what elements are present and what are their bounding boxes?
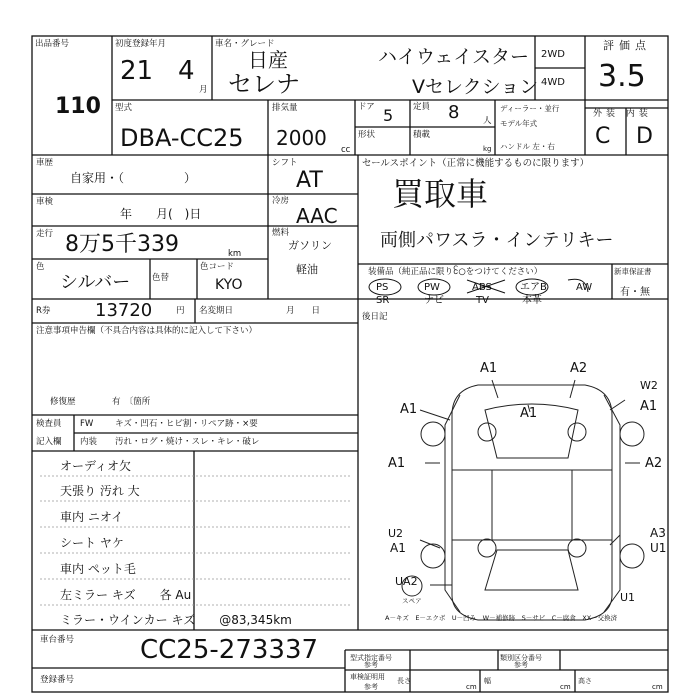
- shape-label: 形状: [358, 130, 376, 140]
- sales-point-label: セールスポイント（正常に機能するものに限ります）: [362, 158, 590, 169]
- warranty-value: 有・無: [620, 287, 650, 298]
- lot-number: 110: [55, 94, 101, 119]
- equip-airbag: エアB: [520, 282, 547, 293]
- history-value: 自家用・（ ）: [70, 171, 197, 185]
- capacity-value: 8: [448, 102, 460, 123]
- damage-mark-6: A1: [520, 406, 538, 421]
- capacity-label: 定員: [413, 102, 431, 112]
- fuel-diesel: 軽油: [296, 263, 318, 276]
- warranty-label: 新車保証書: [614, 267, 652, 276]
- equip-navi: ナビ: [424, 295, 444, 306]
- damage-mark-12: A1: [390, 541, 406, 555]
- displacement-label: 排気量: [272, 103, 298, 113]
- drive-4wd: 4WD: [541, 77, 565, 88]
- chassis-value: CC25-273337: [140, 635, 319, 665]
- damage-legend: A－キズ E－エクボ U－凹み W－補修跡 S－サビ C－腐食 XX－交換済: [385, 614, 618, 622]
- drive-2wd: 2WD: [541, 49, 565, 60]
- width-label: 幅: [484, 677, 491, 685]
- equip-sr: SR: [376, 295, 390, 306]
- ext-int-label: 外装 内装: [593, 109, 652, 119]
- type-value: DBA-CC25: [120, 124, 244, 152]
- type-label: 型式: [115, 103, 133, 113]
- repair-label: 修復歴: [50, 397, 76, 407]
- name-change-label: 名変期日: [199, 306, 234, 316]
- first-registration-year: 21: [120, 56, 154, 86]
- kg-unit: kg: [483, 145, 492, 153]
- registration-label: 登録番号: [40, 675, 75, 685]
- damage-mark-14: U1: [620, 591, 636, 604]
- cc-unit: cc: [341, 145, 351, 155]
- shift-value: AT: [296, 168, 323, 193]
- color-label: 色: [36, 262, 45, 272]
- load-label: 積載: [413, 130, 431, 140]
- length-label: 長さ: [397, 677, 411, 685]
- damage-mark-2: A2: [570, 361, 588, 376]
- yen-unit: 円: [176, 306, 185, 316]
- damage-mark-4: A1: [400, 402, 418, 417]
- doors-label: ドア: [358, 102, 375, 112]
- handle-label: ハンドル 左・右: [500, 142, 555, 151]
- inspector-items: キズ・凹石・ヒビ割・リペア跡・×要: [115, 419, 258, 429]
- color-value: シルバー: [60, 272, 131, 293]
- equip-leather: 本革: [522, 295, 542, 306]
- grade-line1: ハイウェイスター: [378, 46, 530, 68]
- note-line-2: 天張り 汚れ 大: [60, 484, 140, 498]
- grade-line2: Vセレクション: [412, 76, 539, 98]
- note-line-4: シート ヤケ: [60, 536, 124, 550]
- displacement-value: 2000: [276, 126, 327, 150]
- rating-label: 評価点: [603, 39, 651, 52]
- note-line-5: 車内 ペット毛: [60, 562, 136, 576]
- doors-value: 5: [383, 106, 394, 125]
- exterior-grade: C: [595, 124, 611, 149]
- lot-number-label: 出品番号: [35, 39, 70, 49]
- notes-label: 注意事項申告欄（不具合内容は具体的に記入して下さい）: [36, 326, 258, 336]
- equip-abs: ABS: [472, 282, 492, 293]
- repair-value: 有 〔箇所: [112, 397, 151, 407]
- equip-ps: PS: [376, 282, 389, 293]
- fuel-gas: ガソリン: [288, 239, 332, 252]
- fuel-label: 燃料: [272, 228, 290, 238]
- writer-interior: 内装: [80, 437, 98, 447]
- writer-label: 記入欄: [36, 437, 62, 447]
- rating-value: 3.5: [598, 59, 646, 94]
- first-registration-label: 初度登録年月: [115, 39, 167, 49]
- type-designation-ref: 参考: [364, 661, 378, 669]
- aircon-label: 冷房: [272, 196, 290, 206]
- spare-label: スペア: [402, 597, 422, 605]
- damage-mark-5: A1: [640, 399, 658, 414]
- type-designation-label: 型式指定番号: [350, 654, 392, 662]
- inspection-label: 車検: [36, 197, 54, 207]
- km-unit: km: [228, 249, 242, 259]
- damage-mark-7: A1: [388, 456, 406, 471]
- note-line-3: 車内 ニオイ: [60, 510, 124, 524]
- equipment-label: 装備品（純正品に限りᩰ○をつけてください）: [368, 267, 543, 277]
- height-unit: cm: [652, 683, 663, 691]
- dealer-label: ディーラー・並行: [500, 104, 560, 113]
- damage-mark-3: W2: [640, 379, 658, 392]
- recycle-value: 13720: [95, 300, 153, 321]
- person-unit: 人: [483, 116, 492, 126]
- month-unit: 月: [199, 85, 208, 95]
- sales-note: 両側パワスラ・インテリキー: [380, 230, 614, 251]
- length-unit: cm: [466, 683, 477, 691]
- history-label: 車歴: [36, 158, 54, 168]
- car-name-label: 車名・グレード: [215, 39, 275, 49]
- height-label: 高さ: [578, 677, 592, 685]
- type-category-ref: 参考: [514, 661, 528, 669]
- color-change-label: 色替: [152, 273, 170, 283]
- damage-mark-11: U2: [388, 527, 404, 540]
- mileage-value: 8万5千339: [65, 232, 179, 257]
- inspector-fw: FW: [80, 419, 94, 429]
- model-year-label: モデル年式: [500, 119, 538, 128]
- name-change-value: 月 日: [286, 306, 321, 316]
- inspection-value: 年 月( )日: [120, 207, 202, 221]
- color-code-value: KYO: [215, 277, 243, 293]
- aircon-value: AAC: [296, 204, 338, 228]
- cert-label: 車検証明用: [350, 673, 385, 681]
- writer-items: 汚れ・ログ・焼け・スレ・キレ・破レ: [115, 437, 260, 447]
- note-line-6: 左ミラー キズ 各 Au: [60, 588, 192, 602]
- first-registration-month: 4: [178, 56, 195, 86]
- maker-name: 日産: [248, 48, 288, 72]
- damage-mark-8: A2: [645, 456, 663, 471]
- after-notes-label: 後日記: [362, 312, 388, 322]
- type-category-label: 類別区分番号: [500, 654, 542, 662]
- equip-aw: AW: [576, 282, 593, 293]
- recycle-label: R券: [36, 306, 51, 316]
- sales-big-note: 買取車: [392, 175, 489, 213]
- damage-mark-10: U1: [650, 541, 667, 555]
- inspector-label: 検査員: [36, 419, 62, 429]
- equip-tv: TV: [476, 295, 489, 306]
- damage-mark-13: UA2: [395, 575, 418, 588]
- width-unit: cm: [560, 683, 571, 691]
- equip-pw: PW: [424, 282, 440, 293]
- model-name: セレナ: [228, 70, 300, 98]
- chassis-label: 車台番号: [40, 635, 75, 645]
- note-line-7: ミラー・ウインカー キズ @83,345km: [60, 613, 292, 627]
- color-code-label: 色コード: [200, 262, 235, 272]
- damage-mark-1: A1: [480, 361, 498, 376]
- mileage-label: 走行: [36, 229, 54, 239]
- damage-mark-9: A3: [650, 526, 666, 540]
- note-line-1: オーディオ欠: [60, 459, 132, 473]
- interior-grade: D: [636, 124, 653, 149]
- cert-ref: 参考: [364, 683, 378, 691]
- shift-label: シフト: [272, 158, 298, 168]
